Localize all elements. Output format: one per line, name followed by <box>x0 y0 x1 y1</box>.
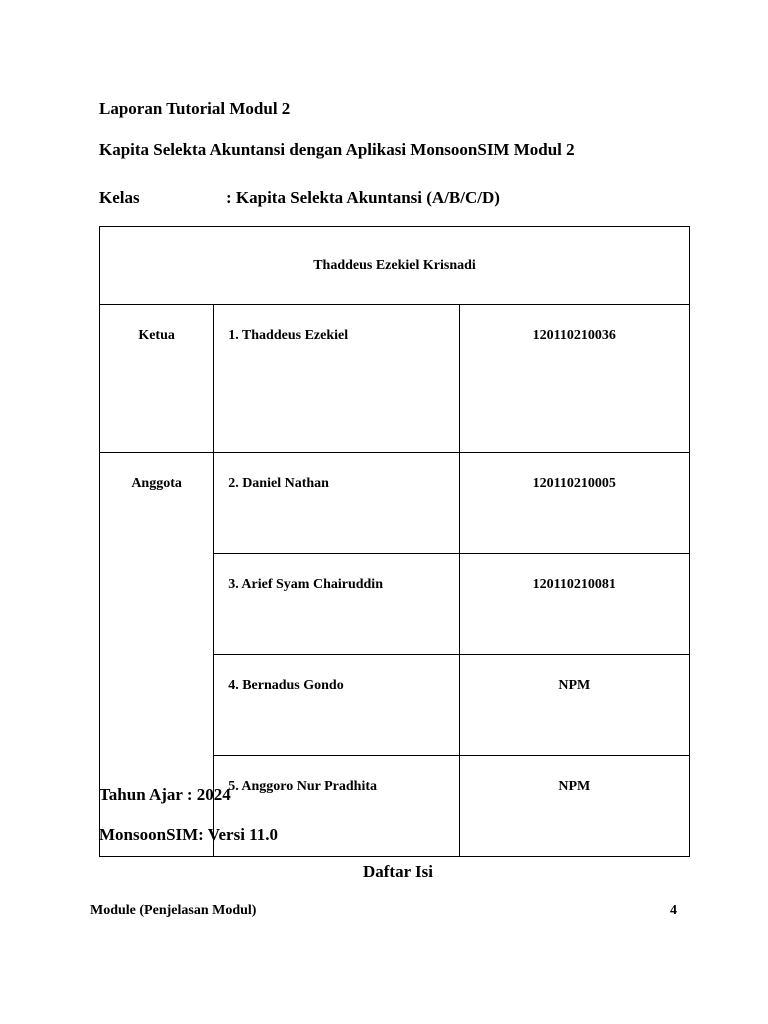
page-number: 4 <box>670 903 677 918</box>
tahun-ajar: Tahun Ajar : 2024 <box>99 785 231 804</box>
member-npm: NPM <box>558 678 591 693</box>
role-cell-ketua <box>100 305 214 453</box>
member-npm: 120110210081 <box>532 577 616 592</box>
member-name-cell <box>214 655 459 756</box>
group-name: Thaddeus Ezekiel Krisnadi <box>313 257 476 273</box>
footer-section-title: Module (Penjelasan Modul) <box>90 903 257 918</box>
kelas-value: : Kapita Selekta Akuntansi (A/B/C/D) <box>226 188 500 207</box>
member-name: 2. Daniel Nathan <box>228 476 329 491</box>
role-label-ketua: Ketua <box>138 328 175 343</box>
member-name: 4. Bernadus Gondo <box>228 678 344 693</box>
member-npm-cell <box>459 305 689 453</box>
team-table <box>99 226 690 857</box>
document-title: Laporan Tutorial Modul 2 <box>99 99 291 118</box>
table-row <box>100 305 690 453</box>
member-npm-cell <box>459 453 689 554</box>
member-name-cell <box>214 453 459 554</box>
member-npm: 120110210005 <box>532 476 616 491</box>
group-name-cell <box>100 227 690 305</box>
kelas-label: Kelas <box>99 188 140 207</box>
member-name-cell <box>214 554 459 655</box>
document-subtitle: Kapita Selekta Akuntansi dengan Aplikasi MonsoonSIM Modul 2 <box>99 140 575 159</box>
member-name: 3. Arief Syam Chairuddin <box>228 577 383 592</box>
table-of-contents-heading: Daftar Isi <box>362 862 434 881</box>
member-npm: NPM <box>558 779 591 794</box>
member-name: 5. Anggoro Nur Pradhita <box>228 779 378 794</box>
member-npm-cell <box>459 655 689 756</box>
member-name-cell <box>214 305 459 453</box>
member-npm-cell <box>459 756 689 857</box>
member-npm: 120110210036 <box>532 328 616 343</box>
role-label-anggota: Anggota <box>131 476 182 491</box>
member-npm-cell <box>459 554 689 655</box>
monsoonsim-version: MonsoonSIM: Versi 11.0 <box>99 825 278 844</box>
table-row <box>100 453 690 554</box>
member-name: 1. Thaddeus Ezekiel <box>228 328 349 343</box>
